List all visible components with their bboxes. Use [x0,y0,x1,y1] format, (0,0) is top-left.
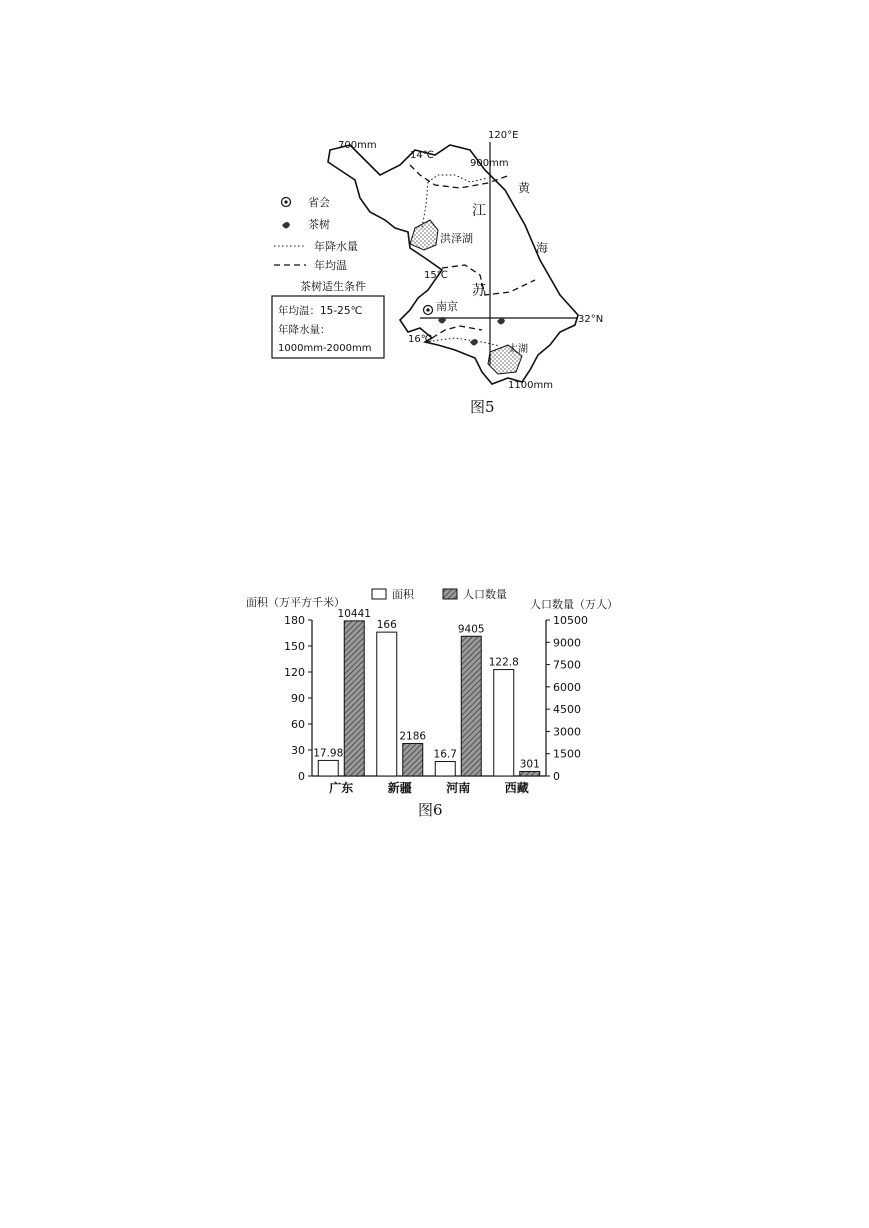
figure5-caption: 图5 [470,398,495,416]
legend-temp-label: 年均温 [314,259,347,272]
tea-tree-legend-icon [282,222,290,229]
right-tick-label: 3000 [553,725,581,739]
area-value-label: 17.98 [313,747,344,760]
population-value-label: 301 [519,758,540,771]
legend-tea-label: 茶树 [308,218,330,231]
nanjing-label: 南京 [436,300,458,313]
area-value-label: 16.7 [433,748,457,761]
conditions-line1: 年均温：15-25℃ [278,305,363,317]
isotherm-14-label: 14℃ [410,150,434,161]
right-tick-label: 9000 [553,636,581,650]
hongze-lake-label: 洪泽湖 [440,232,473,245]
legend-population-swatch [443,589,457,599]
sea-label-hai: 海 [536,241,549,255]
area-population-chart [240,580,640,825]
left-tick-label: 120 [284,666,305,679]
left-tick-label: 60 [291,718,305,731]
right-tick-label: 7500 [553,658,581,672]
isohyet-900-label: 900mm [470,158,509,169]
conditions-line2: 年降水量： [278,324,331,336]
population-bar [520,772,540,776]
chart-legend [372,587,507,601]
left-tick-label: 90 [291,692,305,705]
left-tick-label: 150 [284,640,305,653]
area-bar [377,632,397,776]
isohyet-1100-label: 1100mm [508,380,553,391]
province-label-su: 苏 [472,283,486,299]
parallel-label: 32°N [578,314,604,325]
left-tick-label: 0 [298,770,305,783]
population-value-label: 9405 [457,623,485,636]
category-label: 新疆 [387,781,412,795]
left-tick-label: 180 [284,614,305,627]
right-axis-title: 人口数量（万人） [530,598,618,611]
tai-lake-label: 太湖 [508,344,528,355]
legend-area-label: 面积 [392,588,414,601]
right-tick-label: 6000 [553,680,581,694]
sea-label-huang: 黄 [518,181,531,195]
left-axis-title: 面积（万平方千米） [246,596,345,609]
legend-area-swatch [372,589,386,599]
right-tick-label: 0 [553,770,560,783]
capital-symbol-nanjing-dot [426,308,429,311]
figure6-caption: 图6 [418,801,443,819]
area-bar [435,762,455,776]
legend-precip-label: 年降水量 [314,240,358,253]
isohyet-700-label: 700mm [338,140,377,151]
area-value-label: 166 [376,619,397,632]
area-bar [494,670,514,776]
legend-capital-label: 省会 [308,196,330,209]
category-label: 广东 [329,781,354,795]
area-value-label: 122.8 [488,656,519,669]
legend-population-label: 人口数量 [463,588,507,601]
conditions-line3: 1000mm-2000mm [278,343,372,354]
isotherm-15-label: 15℃ [424,270,448,281]
conditions-title: 茶树适生条件 [300,280,366,293]
population-value-label: 2186 [399,730,427,743]
population-value-label: 10441 [337,607,371,620]
map-legend [274,195,358,272]
meridian-label: 120°E [488,130,519,141]
jiangsu-map-figure [260,120,620,425]
right-tick-label: 4500 [553,703,581,717]
province-label-jiang: 江 [472,203,486,219]
area-population-chart-figure [240,580,640,825]
population-bar [344,621,364,776]
area-bar [318,760,338,776]
category-label: 西藏 [504,781,529,795]
right-tick-label: 10500 [553,614,588,627]
right-tick-label: 1500 [553,747,581,761]
category-label: 河南 [446,781,471,795]
left-tick-label: 30 [291,744,305,757]
population-bar [403,744,423,776]
jiangsu-map [260,120,620,425]
isotherm-16-label: 16℃ [408,334,432,345]
population-bar [461,636,481,776]
plot-area [284,608,588,795]
